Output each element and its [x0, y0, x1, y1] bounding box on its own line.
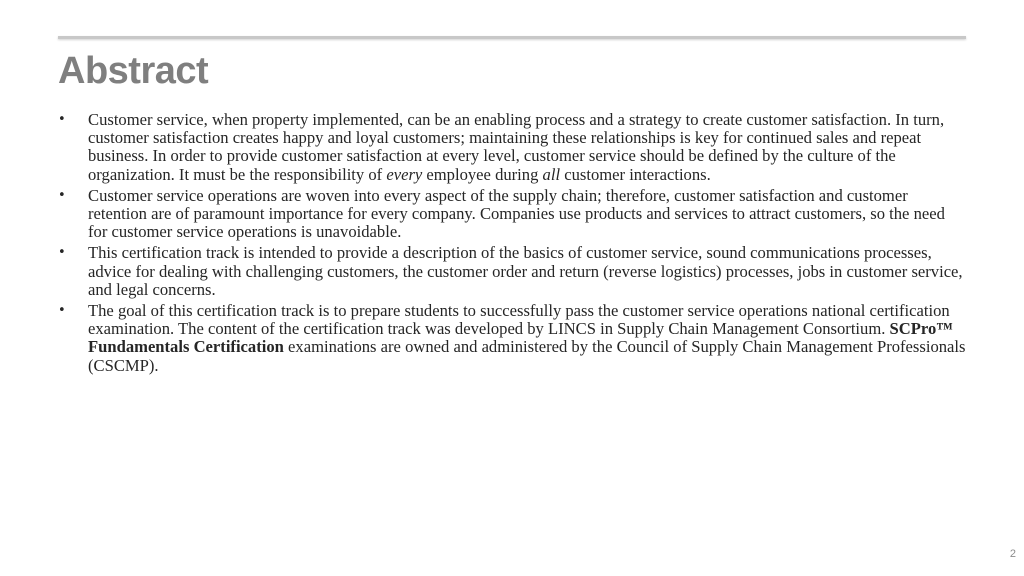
bullet-text: Customer service operations are woven into every aspect of the supply chain; therefore, customer satisfaction and customer retention are of paramount importance for every company. Companies use products and services to attract customers, so the need for customer service operations is unavoidable. — [88, 185, 945, 242]
bullet-marker: • — [58, 112, 66, 127]
bullet-text: Customer service, when property implemented, can be an enabling process and a strategy to create customer satisfaction. In turn, customer satisfaction creates happy and loyal customers; maintaining these relationships is key for continued sales and repeat business. In order to provide customer satisfaction at every level, customer service should be defined by the culture of the organization. It must be the responsibility of every employee during all customer interactions. — [88, 110, 945, 184]
bullet-item-1 — [58, 111, 968, 184]
emphasis-every: every — [386, 164, 423, 184]
bullet-text: The goal of this certification track is to prepare students to successfully pass the customer service operations national certification examination. The content of the certification track was developed by LINCS in Supply Chain Management Consortium. SCPro™ Fundamentals Certification examinations are owned and administered by the Council of Supply Chain Management Professionals (CSCMP). — [88, 301, 966, 375]
bullet-list — [58, 111, 968, 378]
certification-name: SCPro™ Fundamentals Certification — [88, 319, 953, 357]
bullet-text: This certification track is intended to provide a description of the basics of customer service, sound communications processes, advice for dealing with challenging customers, the customer order and return (reverse logistics) processes, jobs in customer service, and legal concerns. — [88, 243, 963, 299]
bullet-item-3 — [58, 244, 968, 299]
page-number: 2 — [1009, 548, 1016, 560]
emphasis-all: all — [542, 164, 561, 184]
bullet-marker: • — [58, 187, 66, 203]
bullet-marker: • — [58, 245, 66, 261]
title-divider — [58, 36, 966, 39]
bullet-item-4 — [58, 302, 968, 375]
slide-title: Abstract — [58, 50, 209, 92]
bullet-item-2 — [58, 187, 968, 242]
bullet-marker: • — [58, 303, 66, 319]
